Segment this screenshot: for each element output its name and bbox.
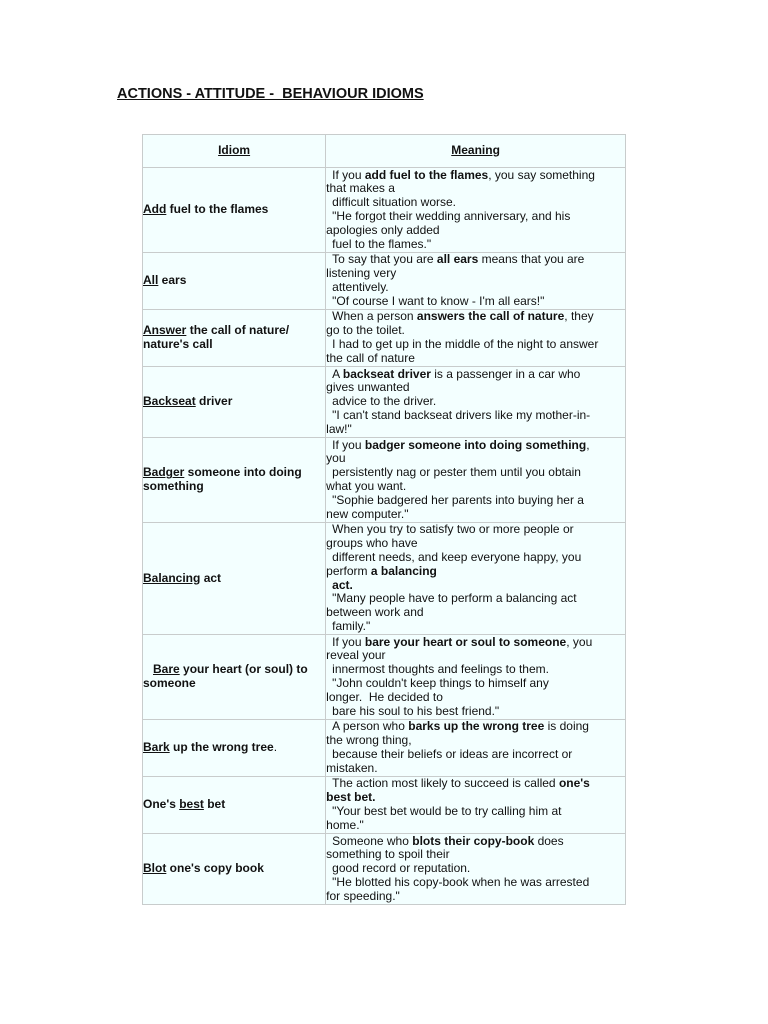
meaning-line: "John couldn't keep things to himself any: [332, 676, 549, 690]
meaning-text: , you: [566, 634, 593, 649]
idiom-text: [143, 202, 268, 216]
idiom-cell: [143, 438, 326, 523]
meaning-line: [326, 720, 625, 734]
idiom-cell: [143, 168, 326, 253]
meaning-line: "Many people have to perform a balancing act: [332, 591, 577, 606]
meaning-text: ,: [586, 437, 590, 452]
idiom-line-2: someone: [143, 676, 196, 690]
idiom-cell: [143, 310, 326, 367]
meaning-line: good record or reputation.: [332, 861, 471, 876]
idiom-rest: the call of nature/: [186, 323, 290, 338]
meaning-cell: [326, 834, 626, 905]
table-row: [143, 310, 626, 367]
table-row: [143, 523, 626, 635]
meaning-cell: [326, 777, 626, 834]
table-row: [143, 834, 626, 905]
idiom-rest: fuel to the flames: [166, 202, 269, 217]
meaning-text: To say that you are: [332, 252, 437, 267]
meaning-line: [326, 565, 625, 579]
meaning-line: gives unwanted: [326, 380, 410, 395]
table-row: [143, 367, 626, 438]
meaning-line: longer. He decided to: [326, 689, 443, 704]
meaning-line: because their beliefs or ideas are incorrect or: [332, 747, 573, 761]
idiom-rest: up the wrong tree: [169, 740, 274, 755]
meaning-line: something to spoil their: [326, 847, 450, 862]
meaning-cell: [326, 168, 626, 253]
idioms-table: [142, 134, 626, 905]
meaning-line: law!": [326, 421, 352, 436]
table-row: [143, 168, 626, 253]
meaning-line: [326, 310, 625, 324]
meaning-text: Someone who: [332, 833, 413, 848]
meaning-line: apologies only added: [326, 222, 440, 237]
idiom-cell: [143, 834, 326, 905]
meaning-text: is doing: [544, 719, 589, 734]
meaning-line: [326, 253, 625, 267]
meaning-text: is a passenger in a car who: [430, 366, 581, 381]
idiom-text: [143, 465, 302, 479]
idiom-cell: [143, 720, 326, 777]
meaning-line: what you want.: [326, 479, 407, 493]
meaning-line: advice to the driver.: [332, 394, 437, 409]
idiom-line-2: nature's call: [143, 337, 213, 351]
meaning-line: between work and: [326, 605, 424, 620]
idiom-text: [143, 662, 308, 676]
idiom-text: [143, 740, 277, 754]
idiom-cell: [143, 635, 326, 720]
meaning-text: means that you are: [478, 252, 585, 267]
meaning-line: mistaken.: [326, 760, 378, 775]
meaning-idiom-bold: act.: [332, 577, 353, 592]
meaning-line: [326, 636, 625, 650]
meaning-text: A: [332, 366, 343, 381]
idiom-keyword: Blot: [143, 861, 167, 876]
meaning-line: the call of nature: [326, 350, 415, 365]
meaning-line: [326, 579, 625, 593]
column-header-meaning: Meaning: [326, 135, 626, 168]
meaning-cell: [326, 438, 626, 523]
meaning-cell: [326, 720, 626, 777]
meaning-idiom-bold: best bet.: [326, 790, 376, 805]
meaning-line: that makes a: [326, 181, 395, 196]
idiom-cell: [143, 253, 326, 310]
idiom-rest: bet: [203, 797, 226, 812]
idiom-suffix: .: [273, 740, 278, 755]
idiom-rest: someone into doing: [184, 465, 302, 480]
meaning-cell: [326, 310, 626, 367]
table-row: [143, 777, 626, 834]
meaning-idiom-bold: all ears: [436, 252, 479, 267]
meaning-idiom-bold: blots their copy-book: [412, 833, 535, 848]
idiom-rest: ears: [158, 273, 187, 288]
meaning-text: , you say something: [488, 167, 595, 182]
table-body: [143, 168, 626, 905]
meaning-line: I had to get up in the middle of the night to answer: [332, 337, 599, 351]
meaning-line: [326, 368, 625, 382]
idiom-rest: your heart (or soul) to: [179, 662, 308, 677]
meaning-text: perform: [326, 563, 371, 578]
idiom-rest: act: [200, 570, 222, 585]
meaning-line: "Of course I want to know - I'm all ears!": [332, 293, 545, 308]
meaning-line: reveal your: [326, 648, 386, 663]
meaning-idiom-bold: bare your heart or soul to someone: [364, 634, 567, 649]
idiom-text: [143, 861, 264, 875]
meaning-cell: [326, 367, 626, 438]
meaning-idiom-bold: one's: [558, 776, 590, 791]
idiom-cell: [143, 367, 326, 438]
meaning-cell: [326, 635, 626, 720]
meaning-text: If you: [332, 634, 365, 649]
idiom-keyword: Bark: [143, 740, 170, 755]
table-row: [143, 253, 626, 310]
idiom-prefix: One's: [143, 797, 180, 812]
meaning-line: [326, 791, 625, 805]
meaning-line: home.": [326, 817, 364, 832]
meaning-line: attentively.: [332, 280, 389, 294]
meaning-line: "He blotted his copy-book when he was arrested: [332, 874, 590, 889]
meaning-idiom-bold: barks up the wrong tree: [408, 719, 545, 734]
meaning-text: The action most likely to succeed is called: [332, 776, 559, 791]
meaning-idiom-bold: backseat driver: [342, 366, 431, 381]
idiom-keyword: Balancing: [143, 570, 201, 585]
meaning-line: "He forgot their wedding anniversary, and his: [332, 209, 571, 223]
meaning-line: different needs, and keep everyone happy, you: [332, 549, 582, 564]
meaning-line: "I can't stand backseat drivers like my mother-in-: [332, 407, 591, 422]
meaning-line: persistently nag or pester them until you obtain: [332, 465, 581, 480]
meaning-idiom-bold: badger someone into doing something: [364, 437, 587, 452]
meaning-line: family.": [332, 618, 371, 633]
meaning-text: If you: [332, 437, 365, 452]
meaning-cell: [326, 253, 626, 310]
meaning-line: difficult situation worse.: [332, 195, 457, 210]
meaning-idiom-bold: add fuel to the flames: [364, 167, 489, 182]
idiom-text: [143, 273, 186, 287]
meaning-line: go to the toilet.: [326, 323, 405, 338]
idiom-text: [143, 571, 221, 585]
meaning-idiom-bold: a balancing: [370, 563, 437, 578]
table-row: [143, 720, 626, 777]
meaning-line: you: [326, 451, 346, 466]
meaning-line: innermost thoughts and feelings to them.: [332, 662, 549, 677]
idiom-cell: [143, 777, 326, 834]
meaning-text: does: [534, 833, 564, 848]
idiom-keyword: Bare: [153, 662, 180, 677]
table-row: [143, 438, 626, 523]
page-title: ACTIONS - ATTITUDE - BEHAVIOUR IDIOMS: [117, 86, 424, 102]
idiom-text: [143, 323, 289, 337]
meaning-line: When you try to satisfy two or more people or: [332, 522, 574, 537]
meaning-line: fuel to the flames.": [332, 236, 432, 251]
idiom-keyword: Answer: [143, 323, 187, 338]
meaning-line: listening very: [326, 266, 397, 281]
idiom-keyword: Add: [143, 202, 167, 217]
meaning-text: When a person: [332, 309, 417, 324]
idiom-text: [143, 394, 232, 408]
meaning-line: groups who have: [326, 536, 418, 551]
meaning-line: [326, 169, 625, 183]
meaning-idiom-bold: answers the call of nature: [416, 309, 565, 324]
meaning-text: , they: [564, 309, 594, 324]
meaning-line: the wrong thing,: [326, 733, 412, 748]
column-header-idiom: Idiom: [143, 135, 326, 168]
idiom-keyword: All: [143, 273, 159, 288]
meaning-cell: [326, 523, 626, 635]
meaning-line: [326, 835, 625, 849]
idiom-keyword: best: [179, 797, 204, 812]
idiom-text: [143, 797, 225, 811]
idiom-keyword: Backseat: [143, 394, 196, 409]
meaning-line: bare his soul to his best friend.": [332, 703, 500, 718]
table-header-row: [143, 135, 626, 168]
meaning-line: [326, 439, 625, 453]
meaning-line: new computer.": [326, 506, 409, 521]
meaning-line: "Your best bet would be to try calling him at: [332, 804, 562, 818]
idiom-rest: one's copy book: [166, 861, 264, 876]
meaning-text: If you: [332, 167, 365, 182]
idiom-cell: [143, 523, 326, 635]
idiom-line-2: something: [143, 479, 204, 493]
meaning-text: A person who: [332, 719, 409, 734]
meaning-line: [326, 777, 625, 791]
idiom-keyword: Badger: [143, 465, 185, 480]
idiom-rest: driver: [195, 394, 233, 409]
meaning-line: "Sophie badgered her parents into buying her a: [332, 492, 584, 507]
meaning-line: for speeding.": [326, 888, 400, 903]
table-row: [143, 635, 626, 720]
